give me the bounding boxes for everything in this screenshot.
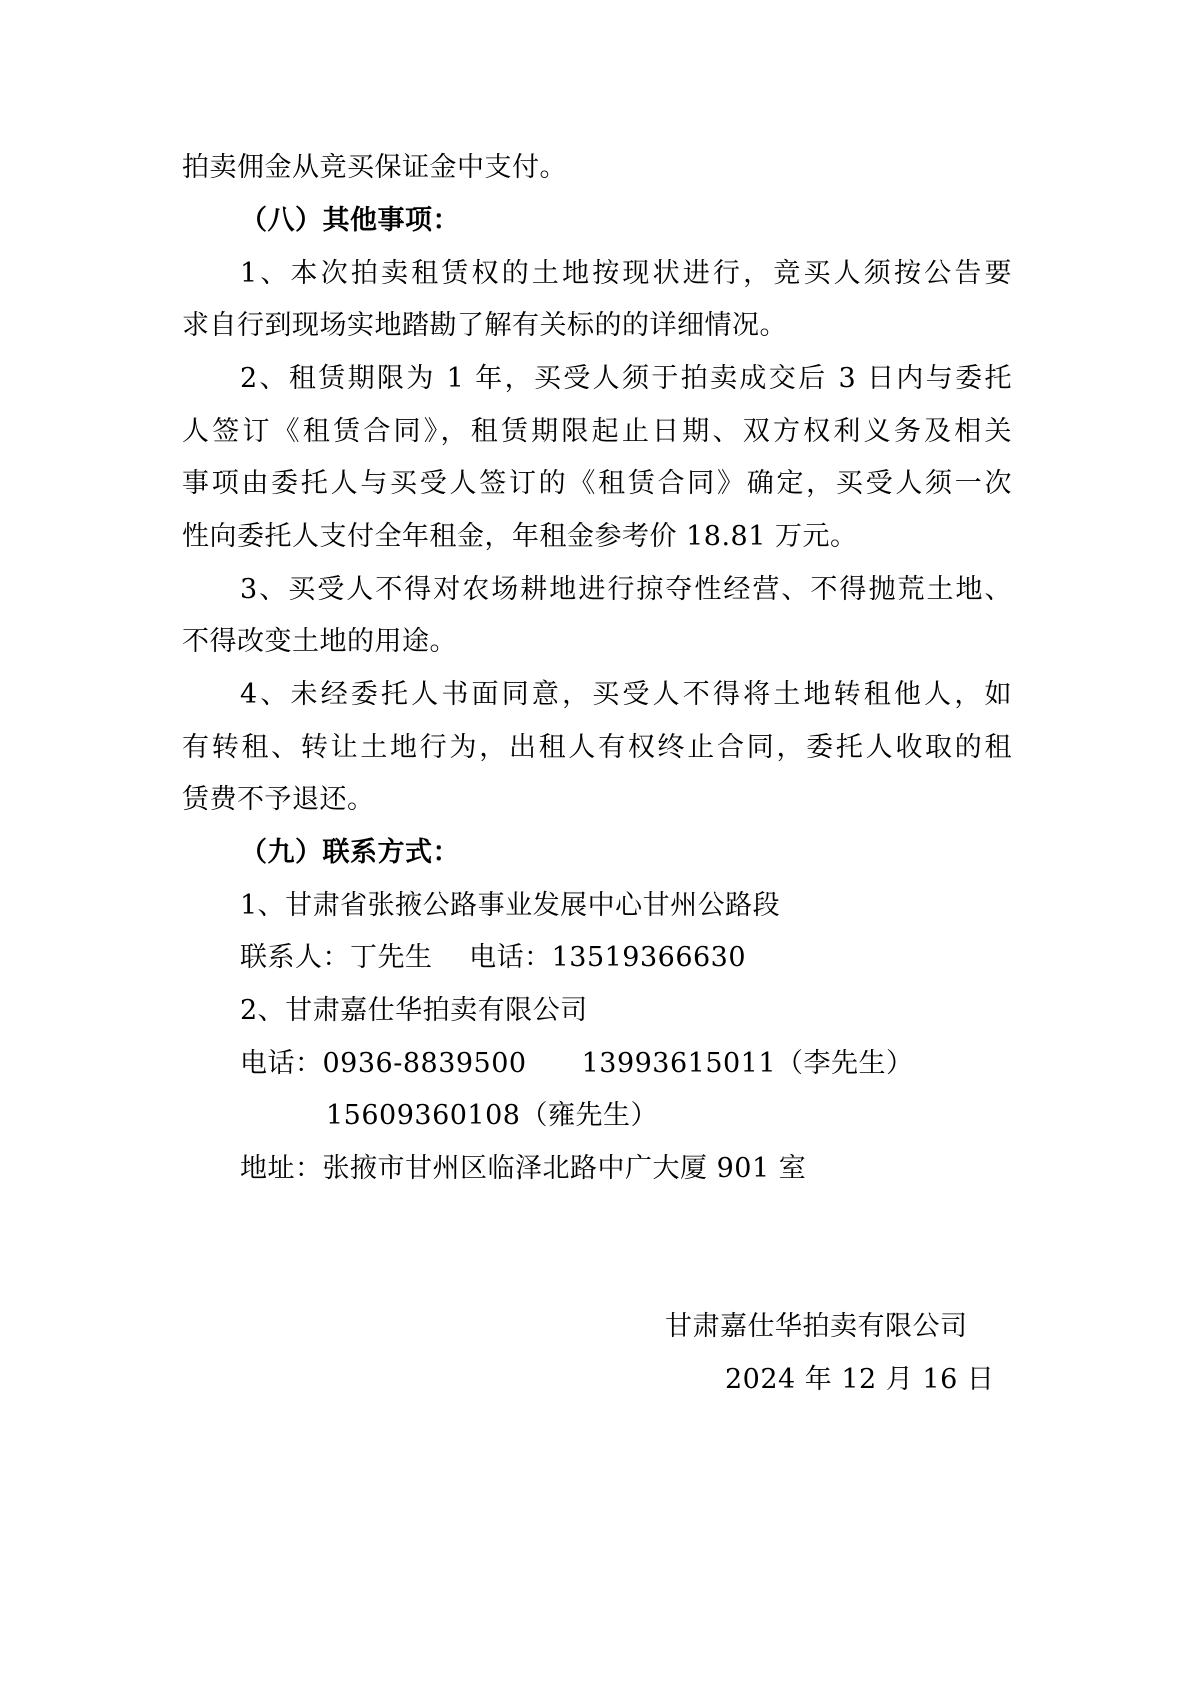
item4-line1: 4、未经委托人书面同意，买受人不得将土地转租他人，如 xyxy=(240,679,1012,710)
item4-line3: 赁费不予退还。 xyxy=(182,784,375,815)
signature-company: 甘肃嘉仕华拍卖有限公司 xyxy=(665,1311,968,1342)
item2-line3: 事项由委托人与买受人签订的《租赁合同》确定，买受人须一次 xyxy=(182,468,1012,499)
item1-line1: 1、本次拍卖租赁权的土地按现状进行，竞买人须按公告要 xyxy=(240,258,1012,289)
item2-line1: 2、租赁期限为 1 年，买受人须于拍卖成交后 3 日内与委托 xyxy=(240,363,1012,394)
item1-line2: 求自行到现场实地踏勘了解有关标的的详细情况。 xyxy=(182,310,787,341)
item2-line4: 性向委托人支付全年租金，年租金参考价 18.81 万元。 xyxy=(182,521,858,552)
contact2-phone: 电话：0936-8839500 13993615011（李先生） xyxy=(240,1048,914,1079)
contact2-phone2: 15609360108（雍先生） xyxy=(326,1100,658,1131)
item2-line2: 人签订《租赁合同》，租赁期限起止日期、双方权利义务及相关 xyxy=(182,416,1012,447)
heading-other-matters: （八）其他事项： xyxy=(240,205,460,236)
item4-line2: 有转租、转让土地行为，出租人有权终止合同，委托人收取的租 xyxy=(182,732,1012,763)
heading-contact: （九）联系方式： xyxy=(240,837,460,868)
paragraph-commission: 拍卖佣金从竞买保证金中支付。 xyxy=(182,152,567,183)
item3-line1: 3、买受人不得对农场耕地进行掠夺性经营、不得抛荒土地、 xyxy=(240,574,1012,605)
signature-date: 2024 年 12 月 16 日 xyxy=(725,1364,995,1395)
contact2-address: 地址：张掖市甘州区临泽北路中广大厦 901 室 xyxy=(240,1153,807,1184)
contact2-org: 2、甘肃嘉仕华拍卖有限公司 xyxy=(240,995,588,1026)
contact1-org: 1、甘肃省张掖公路事业发展中心甘州公路段 xyxy=(240,890,781,921)
contact1-person: 联系人：丁先生 电话：13519366630 xyxy=(240,942,747,973)
item3-line2: 不得改变土地的用途。 xyxy=(182,626,457,657)
